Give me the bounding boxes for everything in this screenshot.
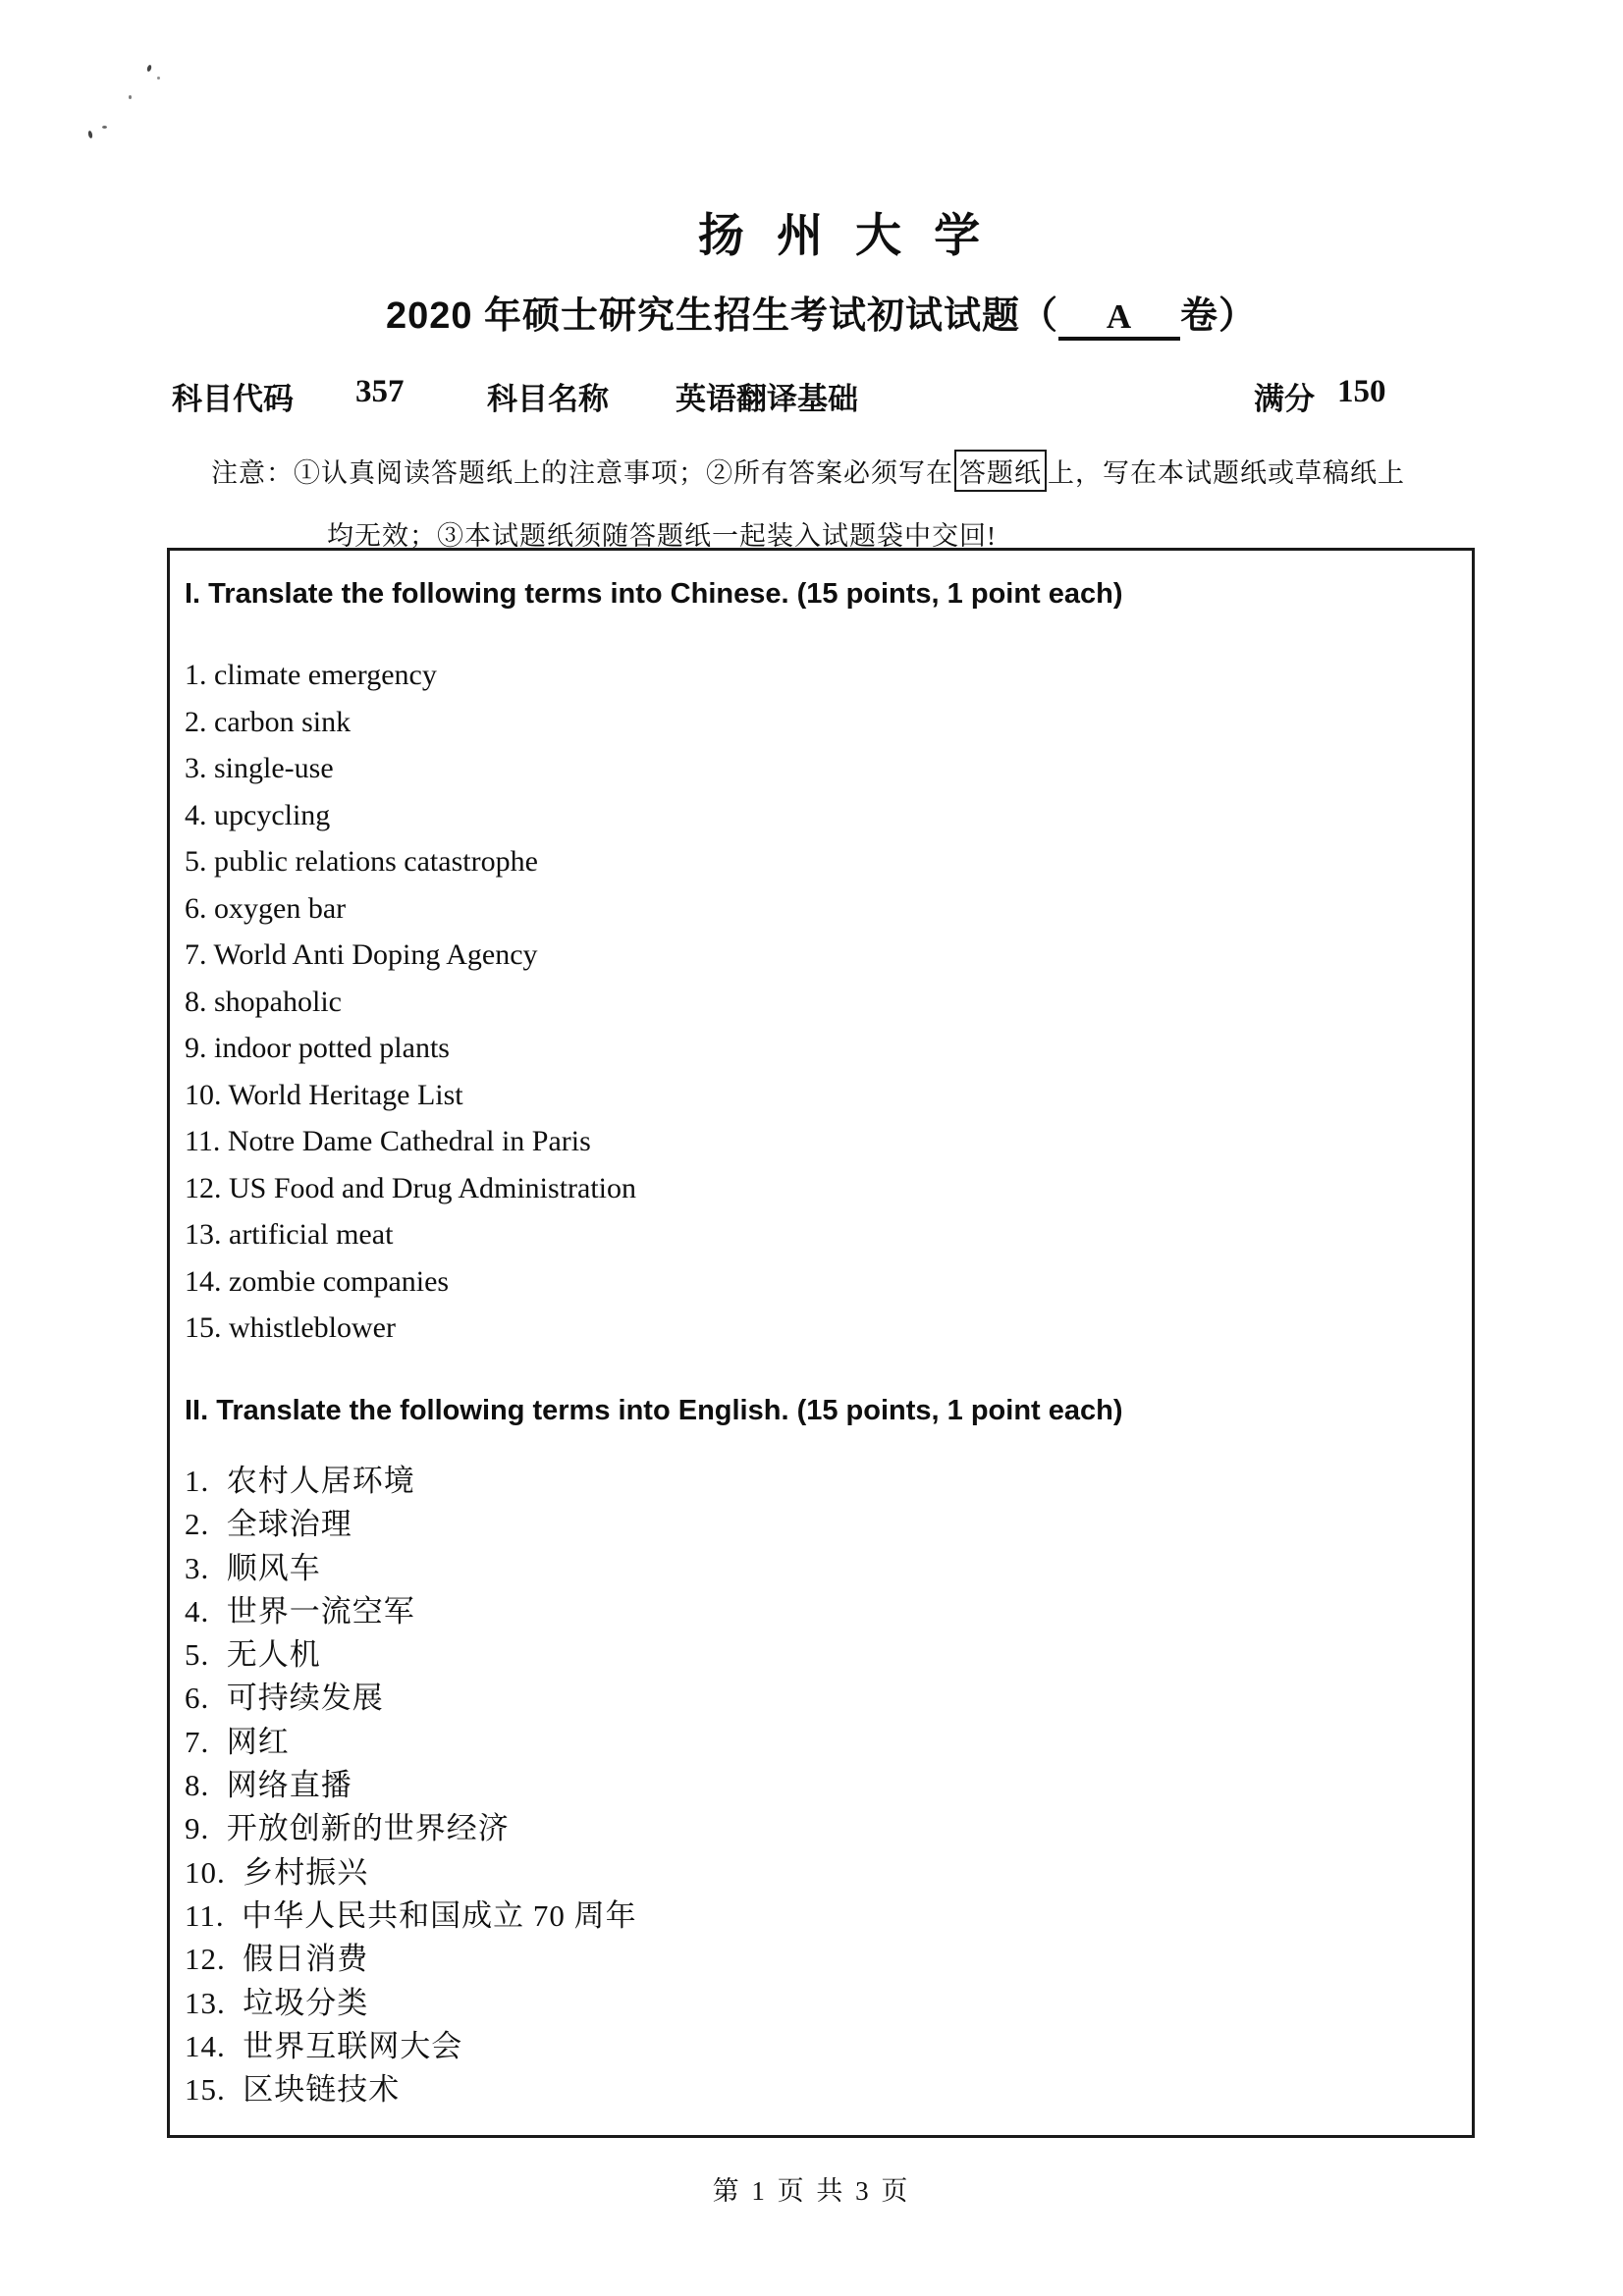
subject-code-label: 科目代码 (172, 382, 294, 416)
list-item: 5. 无人机 (185, 1637, 321, 1673)
list-item: 11. 中华人民共和国成立 70 周年 (185, 1897, 637, 1933)
subject-name-label: 科目名称 (487, 382, 609, 416)
exam-title-suffix: 卷） (1180, 295, 1258, 337)
list-item: 10. World Heritage List (185, 1078, 463, 1111)
list-item: 7. 网红 (185, 1724, 290, 1759)
notice-line2: 均无效；③本试题纸须随答题纸一起装入试题袋中交回! (327, 521, 997, 551)
section2-term-list (185, 1456, 637, 2108)
list-item: 5. public relations catastrophe (185, 845, 538, 878)
list-item: 7. World Anti Doping Agency (185, 938, 538, 971)
list-item: 14. 世界互联网大会 (185, 2028, 463, 2063)
list-item: 2. 全球治理 (185, 1507, 352, 1542)
scan-speckle (157, 77, 160, 80)
list-item: 10. 乡村振兴 (185, 1854, 369, 1890)
full-score-label: 满分 (1254, 382, 1315, 416)
scan-speckle (129, 95, 132, 99)
subject-name-value: 英语翻译基础 (676, 382, 858, 416)
list-item: 9. indoor potted plants (185, 1032, 450, 1064)
list-item: 2. carbon sink (185, 705, 352, 738)
exam-title (0, 285, 1623, 341)
list-item: 4. upcycling (185, 798, 331, 831)
list-item: 6. oxygen bar (185, 891, 347, 925)
scan-speckle (87, 131, 93, 139)
page-number-footer: 第 1 页 共 3 页 (712, 2176, 911, 2206)
list-item: 15. whistleblower (185, 1311, 396, 1344)
list-item: 12. US Food and Drug Administration (185, 1171, 637, 1204)
list-item: 6. 可持续发展 (185, 1681, 384, 1716)
list-item: 9. 开放创新的世界经济 (185, 1811, 510, 1846)
list-item: 15. 区块链技术 (185, 2072, 401, 2108)
scan-speckle (102, 126, 107, 129)
subject-info-row (0, 374, 1623, 415)
list-item: 3. 顺风车 (185, 1550, 321, 1585)
list-item: 13. 垃圾分类 (185, 1985, 369, 2020)
full-score-value: 150 (1337, 374, 1386, 409)
list-item: 8. shopaholic (185, 985, 342, 1018)
notice-label: 注意： (211, 458, 294, 488)
answer-sheet-boxed-term: 答题纸 (954, 450, 1047, 492)
list-item: 14. zombie companies (185, 1264, 450, 1298)
list-item: 1. climate emergency (185, 659, 437, 691)
list-item: 1. 农村人居环境 (185, 1464, 415, 1498)
list-item: 13. artificial meat (185, 1218, 394, 1251)
paper-version-letter: A (1058, 297, 1180, 341)
subject-code-value: 357 (355, 374, 405, 409)
list-item: 4. 世界一流空军 (185, 1593, 415, 1629)
list-item: 3. single-use (185, 752, 334, 784)
questions-border-box (167, 548, 1475, 2138)
notice-line1 (211, 450, 1405, 492)
list-item: 8. 网络直播 (185, 1768, 352, 1803)
notice-text-before-box: ①认真阅读答题纸上的注意事项；②所有答案必须写在 (294, 458, 953, 488)
section1-heading: I. Translate the following terms into Chinese. (15 points, 1 point each) (185, 578, 1123, 610)
scan-speckle (146, 65, 152, 73)
section1-term-list (185, 659, 636, 1359)
section2-heading: II. Translate the following terms into English. (15 points, 1 point each) (185, 1395, 1123, 1426)
notice-text-after-box: 上，写在本试题纸或草稿纸上 (1048, 458, 1405, 488)
exam-title-prefix: 2020 年硕士研究生招生考试初试试题（ (385, 295, 1059, 337)
university-title: 扬 州 大 学 (697, 209, 991, 261)
list-item: 11. Notre Dame Cathedral in Paris (185, 1125, 591, 1157)
list-item: 12. 假日消费 (185, 1942, 369, 1977)
